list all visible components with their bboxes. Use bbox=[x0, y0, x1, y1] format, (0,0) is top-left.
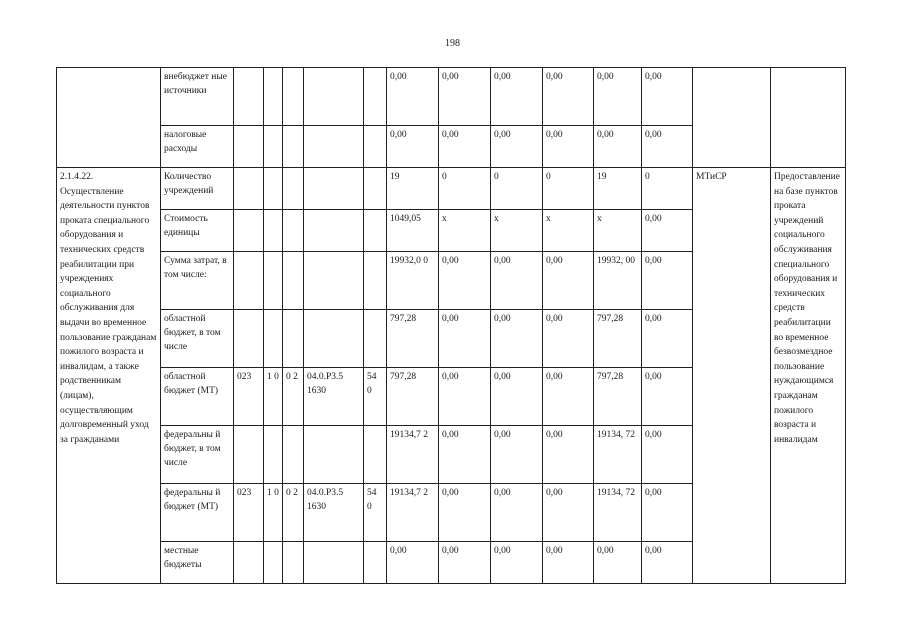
value-cell: 0,00 bbox=[642, 484, 693, 542]
code-cell bbox=[264, 68, 283, 126]
value-cell: 0 bbox=[543, 168, 594, 210]
page-number: 198 bbox=[445, 38, 460, 49]
row-label: налоговые расходы bbox=[161, 126, 234, 168]
csr-code-cell bbox=[304, 252, 364, 310]
value-cell: 0,00 bbox=[491, 310, 543, 368]
value-cell: 19 bbox=[594, 168, 642, 210]
csr-code-cell bbox=[304, 310, 364, 368]
value-cell: 0,00 bbox=[439, 310, 491, 368]
csr-code-cell bbox=[304, 168, 364, 210]
code-cell bbox=[234, 68, 264, 126]
csr-code-cell bbox=[304, 426, 364, 484]
pr-code-cell bbox=[283, 252, 304, 310]
budget-table bbox=[56, 67, 846, 584]
code-cell bbox=[304, 68, 364, 126]
grbs-code-cell bbox=[234, 210, 264, 252]
rz-code-cell bbox=[264, 426, 283, 484]
value-cell: 0,00 bbox=[642, 542, 693, 584]
table-row bbox=[57, 168, 846, 210]
value-cell: 0,00 bbox=[543, 68, 594, 126]
measure-description: Осуществление деятельности пунктов проката специального оборудования и технических средств реабилитации при учреждениях социального обслуживания для выдачи во временное пользование гражданам пожилого возраста и инвалидам, а также родственникам (лицам), осуществляющим долговременный уход за гражданами bbox=[60, 186, 157, 445]
executor-cell bbox=[693, 68, 771, 168]
value-cell: 0,00 bbox=[543, 310, 594, 368]
value-cell: 797,28 bbox=[387, 310, 439, 368]
value-cell: 0,00 bbox=[439, 252, 491, 310]
code-cell bbox=[234, 126, 264, 168]
grbs-code-cell bbox=[234, 168, 264, 210]
pr-code-cell bbox=[283, 542, 304, 584]
value-cell: 0,00 bbox=[543, 252, 594, 310]
value-cell: 0,00 bbox=[543, 368, 594, 426]
table-row bbox=[57, 68, 846, 126]
grbs-code-cell bbox=[234, 252, 264, 310]
row-label: Сумма затрат, в том числе: bbox=[161, 252, 234, 310]
value-cell: 0,00 bbox=[594, 126, 642, 168]
value-cell: 0,00 bbox=[642, 426, 693, 484]
value-cell: 0,00 bbox=[491, 426, 543, 484]
value-cell: 797,28 bbox=[594, 368, 642, 426]
value-cell: 797,28 bbox=[387, 368, 439, 426]
value-cell: 0,00 bbox=[439, 426, 491, 484]
code-cell bbox=[264, 126, 283, 168]
value-cell: 0,00 bbox=[491, 126, 543, 168]
value-cell: x bbox=[439, 210, 491, 252]
vr-code-cell bbox=[364, 210, 387, 252]
rz-code-cell bbox=[264, 310, 283, 368]
vr-code-cell bbox=[364, 426, 387, 484]
rz-code-cell: 1 0 bbox=[264, 484, 283, 542]
value-cell: 0,00 bbox=[439, 542, 491, 584]
value-cell: x bbox=[543, 210, 594, 252]
value-cell: x bbox=[594, 210, 642, 252]
value-cell: x bbox=[491, 210, 543, 252]
value-cell: 0,00 bbox=[491, 252, 543, 310]
rz-code-cell: 1 0 bbox=[264, 368, 283, 426]
row-label: местные бюджеты bbox=[161, 542, 234, 584]
value-cell: 0,00 bbox=[491, 542, 543, 584]
value-cell: 0,00 bbox=[642, 368, 693, 426]
value-cell: 19134, 72 bbox=[594, 484, 642, 542]
measure-description-cell bbox=[57, 168, 161, 584]
rz-code-cell bbox=[264, 210, 283, 252]
value-cell: 0,00 bbox=[543, 426, 594, 484]
code-cell bbox=[304, 126, 364, 168]
value-cell: 0,00 bbox=[387, 126, 439, 168]
value-cell: 1049,05 bbox=[387, 210, 439, 252]
row-label: областной бюджет (МТ) bbox=[161, 368, 234, 426]
pr-code-cell: 0 2 bbox=[283, 484, 304, 542]
vr-code-cell bbox=[364, 168, 387, 210]
grbs-code-cell: 023 bbox=[234, 368, 264, 426]
empty-cell bbox=[57, 68, 161, 168]
pr-code-cell: 0 2 bbox=[283, 368, 304, 426]
value-cell: 0,00 bbox=[491, 368, 543, 426]
grbs-code-cell bbox=[234, 542, 264, 584]
row-label: федеральны й бюджет, в том числе bbox=[161, 426, 234, 484]
grbs-code-cell: 023 bbox=[234, 484, 264, 542]
value-cell: 0 bbox=[439, 168, 491, 210]
value-cell: 0,00 bbox=[439, 68, 491, 126]
value-cell: 19134,7 2 bbox=[387, 484, 439, 542]
value-cell: 0,00 bbox=[439, 368, 491, 426]
grbs-code-cell bbox=[234, 310, 264, 368]
vr-code-cell bbox=[364, 310, 387, 368]
result-cell: Предоставление на базе пунктов проката учреждений социального обслуживания специального оборудования и технических средств реабилитации во временное безвозмездное пользование нуждающимся гражданам пожилого возраста и инвалидам bbox=[771, 168, 846, 584]
value-cell: 0 bbox=[642, 168, 693, 210]
pr-code-cell bbox=[283, 168, 304, 210]
value-cell: 19 bbox=[387, 168, 439, 210]
row-label: внебюджет ные источники bbox=[161, 68, 234, 126]
value-cell: 0 bbox=[491, 168, 543, 210]
csr-code-cell: 04.0.Р3.5 1630 bbox=[304, 368, 364, 426]
vr-code-cell: 54 0 bbox=[364, 368, 387, 426]
value-cell: 0,00 bbox=[387, 542, 439, 584]
executor-cell: МТиСР bbox=[693, 168, 771, 584]
value-cell: 19134,7 2 bbox=[387, 426, 439, 484]
value-cell: 0,00 bbox=[543, 126, 594, 168]
code-cell bbox=[283, 126, 304, 168]
value-cell: 0,00 bbox=[491, 68, 543, 126]
vr-code-cell bbox=[364, 542, 387, 584]
pr-code-cell bbox=[283, 210, 304, 252]
rz-code-cell bbox=[264, 252, 283, 310]
value-cell: 0,00 bbox=[642, 126, 693, 168]
value-cell: 19134, 72 bbox=[594, 426, 642, 484]
code-cell bbox=[364, 68, 387, 126]
measure-number: 2.1.4.22. bbox=[60, 172, 94, 182]
value-cell: 797,28 bbox=[594, 310, 642, 368]
value-cell: 0,00 bbox=[594, 68, 642, 126]
value-cell: 0,00 bbox=[543, 542, 594, 584]
csr-code-cell bbox=[304, 542, 364, 584]
pr-code-cell bbox=[283, 310, 304, 368]
csr-code-cell: 04.0.Р3.5 1630 bbox=[304, 484, 364, 542]
vr-code-cell bbox=[364, 252, 387, 310]
code-cell bbox=[283, 68, 304, 126]
result-cell bbox=[771, 68, 846, 168]
value-cell: 0,00 bbox=[439, 126, 491, 168]
value-cell: 0,00 bbox=[642, 68, 693, 126]
row-label: Количество учреждений bbox=[161, 168, 234, 210]
value-cell: 19932,0 0 bbox=[387, 252, 439, 310]
value-cell: 0,00 bbox=[439, 484, 491, 542]
value-cell: 0,00 bbox=[642, 252, 693, 310]
pr-code-cell bbox=[283, 426, 304, 484]
row-label: федеральны й бюджет (МТ) bbox=[161, 484, 234, 542]
code-cell bbox=[364, 126, 387, 168]
value-cell: 0,00 bbox=[387, 68, 439, 126]
row-label: областной бюджет, в том числе bbox=[161, 310, 234, 368]
value-cell: 0,00 bbox=[642, 210, 693, 252]
grbs-code-cell bbox=[234, 426, 264, 484]
vr-code-cell: 54 0 bbox=[364, 484, 387, 542]
row-label: Стоимость единицы bbox=[161, 210, 234, 252]
value-cell: 0,00 bbox=[642, 310, 693, 368]
rz-code-cell bbox=[264, 542, 283, 584]
value-cell: 0,00 bbox=[543, 484, 594, 542]
value-cell: 0,00 bbox=[491, 484, 543, 542]
rz-code-cell bbox=[264, 168, 283, 210]
csr-code-cell bbox=[304, 210, 364, 252]
value-cell: 0,00 bbox=[594, 542, 642, 584]
value-cell: 19932, 00 bbox=[594, 252, 642, 310]
